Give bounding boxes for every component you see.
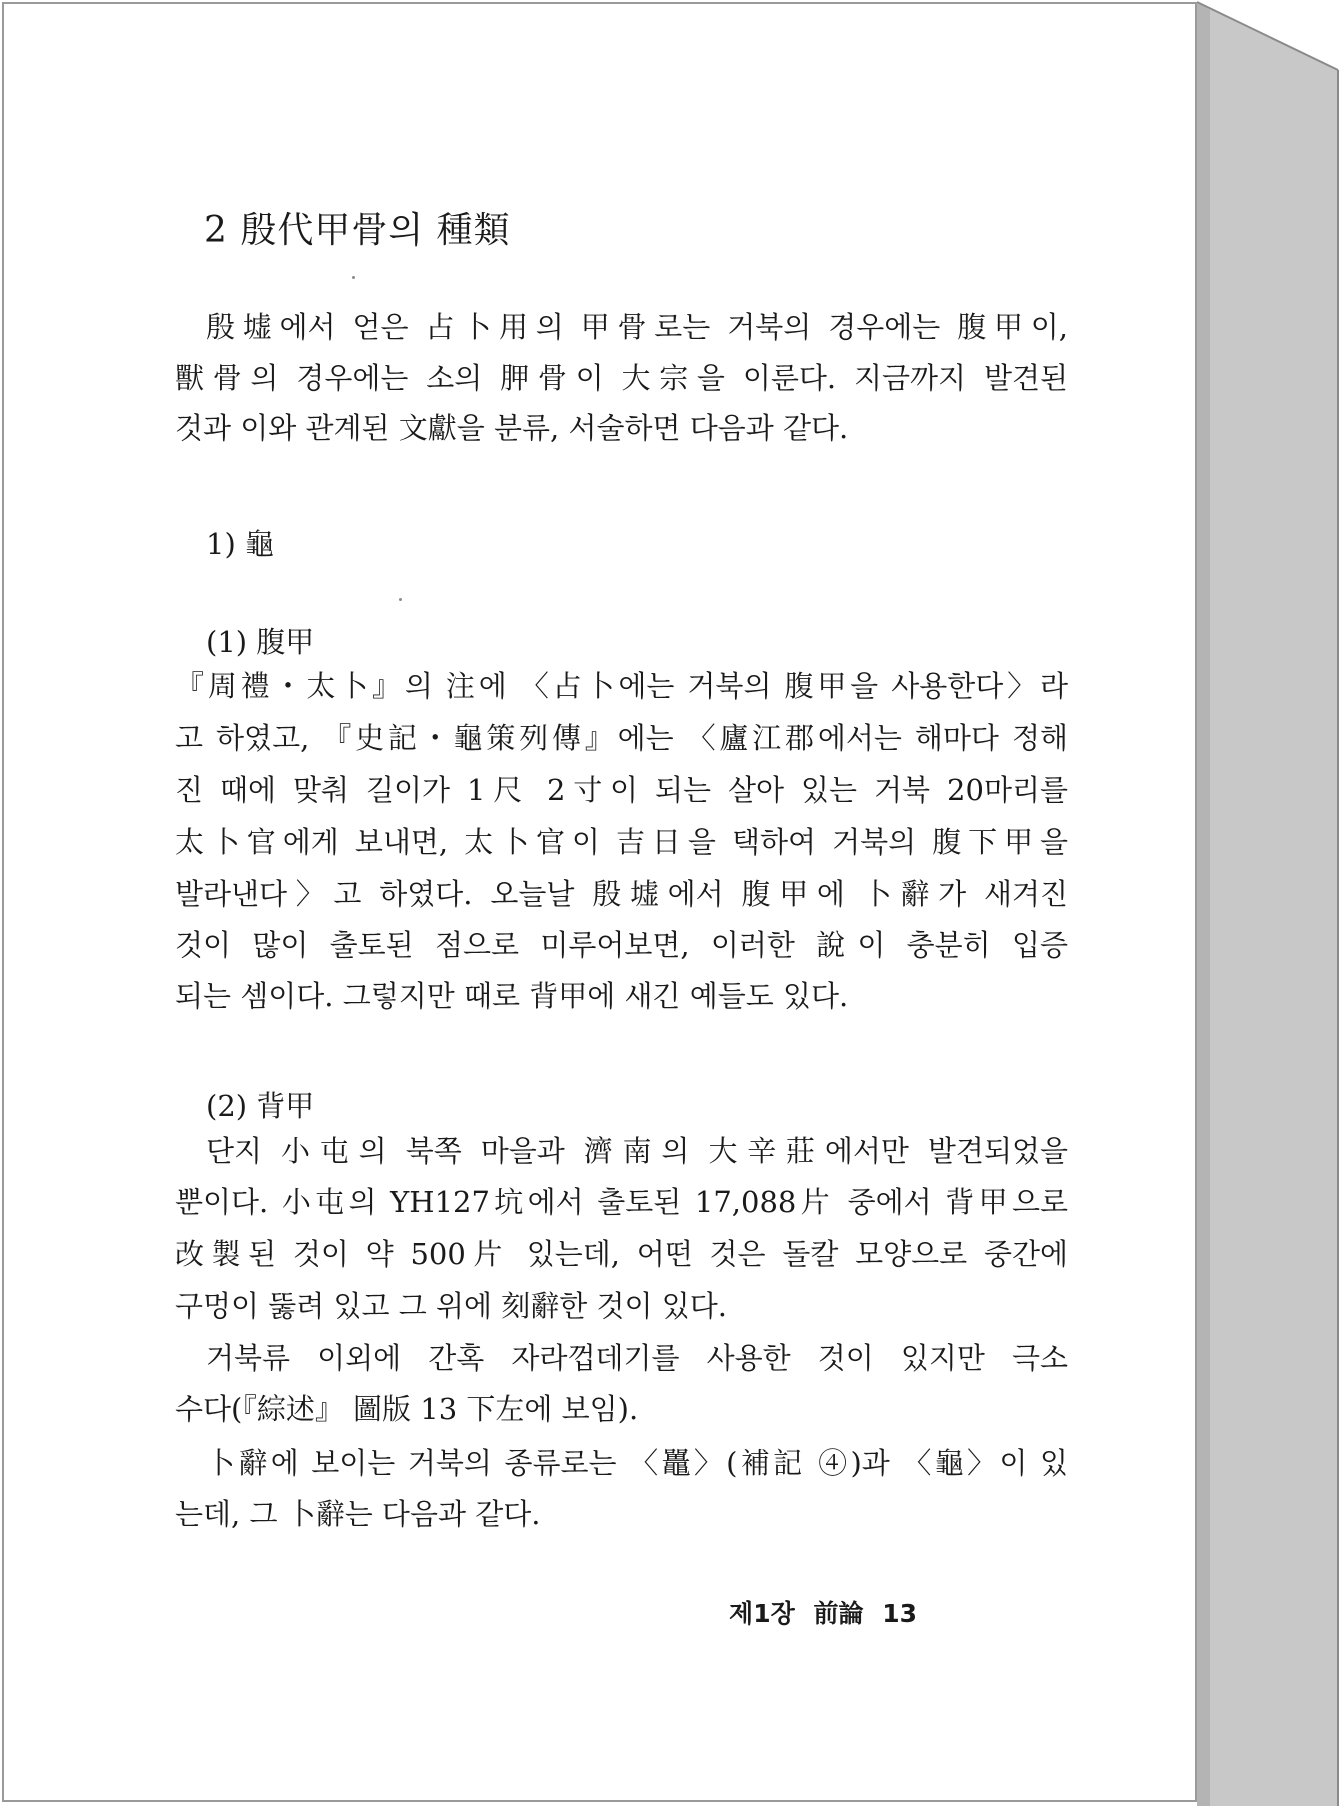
body-line: 구멍이 뚫려 있고 그 위에 刻辭한 것이 있다. xyxy=(175,1289,727,1323)
body-line: 改製된 것이 약 500片 있는데, 어떤 것은 돌칼 모양으로 중간에 xyxy=(175,1237,1068,1271)
body-line: 수다(『綜述』 圖版 13 下左에 보임). xyxy=(175,1392,639,1426)
body-line: 는데, 그 卜辭는 다음과 같다. xyxy=(175,1497,541,1531)
body-line: 太卜官에게 보내면, 太卜官이 吉日을 택하여 거북의 腹下甲을 xyxy=(175,825,1068,859)
intro-line: 殷墟에서 얻은 占卜用의 甲骨로는 거북의 경우에는 腹甲이, xyxy=(206,310,1068,344)
item-heading-dorsal-shell: (2) 背甲 xyxy=(206,1089,315,1123)
body-line: 고 하였고, 『史記・龜策列傳』에는 〈廬江郡에서는 해마다 정해 xyxy=(175,721,1068,755)
body-line: 것이 많이 출토된 점으로 미루어보면, 이러한 說이 충분히 입증 xyxy=(175,928,1068,962)
body-line: 진 때에 맞춰 길이가 1尺 2寸이 되는 살아 있는 거북 20마리를 xyxy=(175,773,1068,807)
chapter-label: 제1장 xyxy=(729,1599,795,1628)
book-page xyxy=(2,2,1197,1802)
page-footer xyxy=(729,1594,917,1630)
body-line: 卜辭에 보이는 거북의 종류로는 〈鼉〉(補記 ④)과 〈龜〉이 있 xyxy=(206,1446,1068,1480)
intro-line: 獸骨의 경우에는 소의 胛骨이 大宗을 이룬다. 지금까지 발견된 xyxy=(175,361,1068,395)
body-line: 『周禮・太卜』의 注에 〈占卜에는 거북의 腹甲을 사용한다〉라 xyxy=(175,669,1068,703)
body-line: 뿐이다. 小屯의 YH127坑에서 출토된 17,088片 중에서 背甲으로 xyxy=(175,1185,1068,1219)
body-line: 발라낸다〉고 하였다. 오늘날 殷墟에서 腹甲에 卜辭가 새겨진 xyxy=(175,877,1068,911)
section-title: 2 殷代甲骨의 種類 xyxy=(204,210,511,251)
body-line: 되는 셈이다. 그렇지만 때로 背甲에 새긴 예들도 있다. xyxy=(175,979,849,1013)
body-line: 거북류 이외에 간혹 자라껍데기를 사용한 것이 있지만 극소 xyxy=(206,1341,1068,1375)
chapter-title: 前論 xyxy=(813,1599,864,1628)
scan-speck xyxy=(399,598,402,601)
intro-line: 것과 이와 관계된 文獻을 분류, 서술하면 다음과 같다. xyxy=(175,411,849,445)
scan-speck xyxy=(352,276,355,279)
subsection-heading: 1) 龜 xyxy=(206,527,274,561)
item-heading-ventral-shell: (1) 腹甲 xyxy=(206,625,315,659)
page-number: 13 xyxy=(882,1599,917,1628)
body-line: 단지 小屯의 북쪽 마을과 濟南의 大辛莊에서만 발견되었을 xyxy=(206,1134,1068,1168)
